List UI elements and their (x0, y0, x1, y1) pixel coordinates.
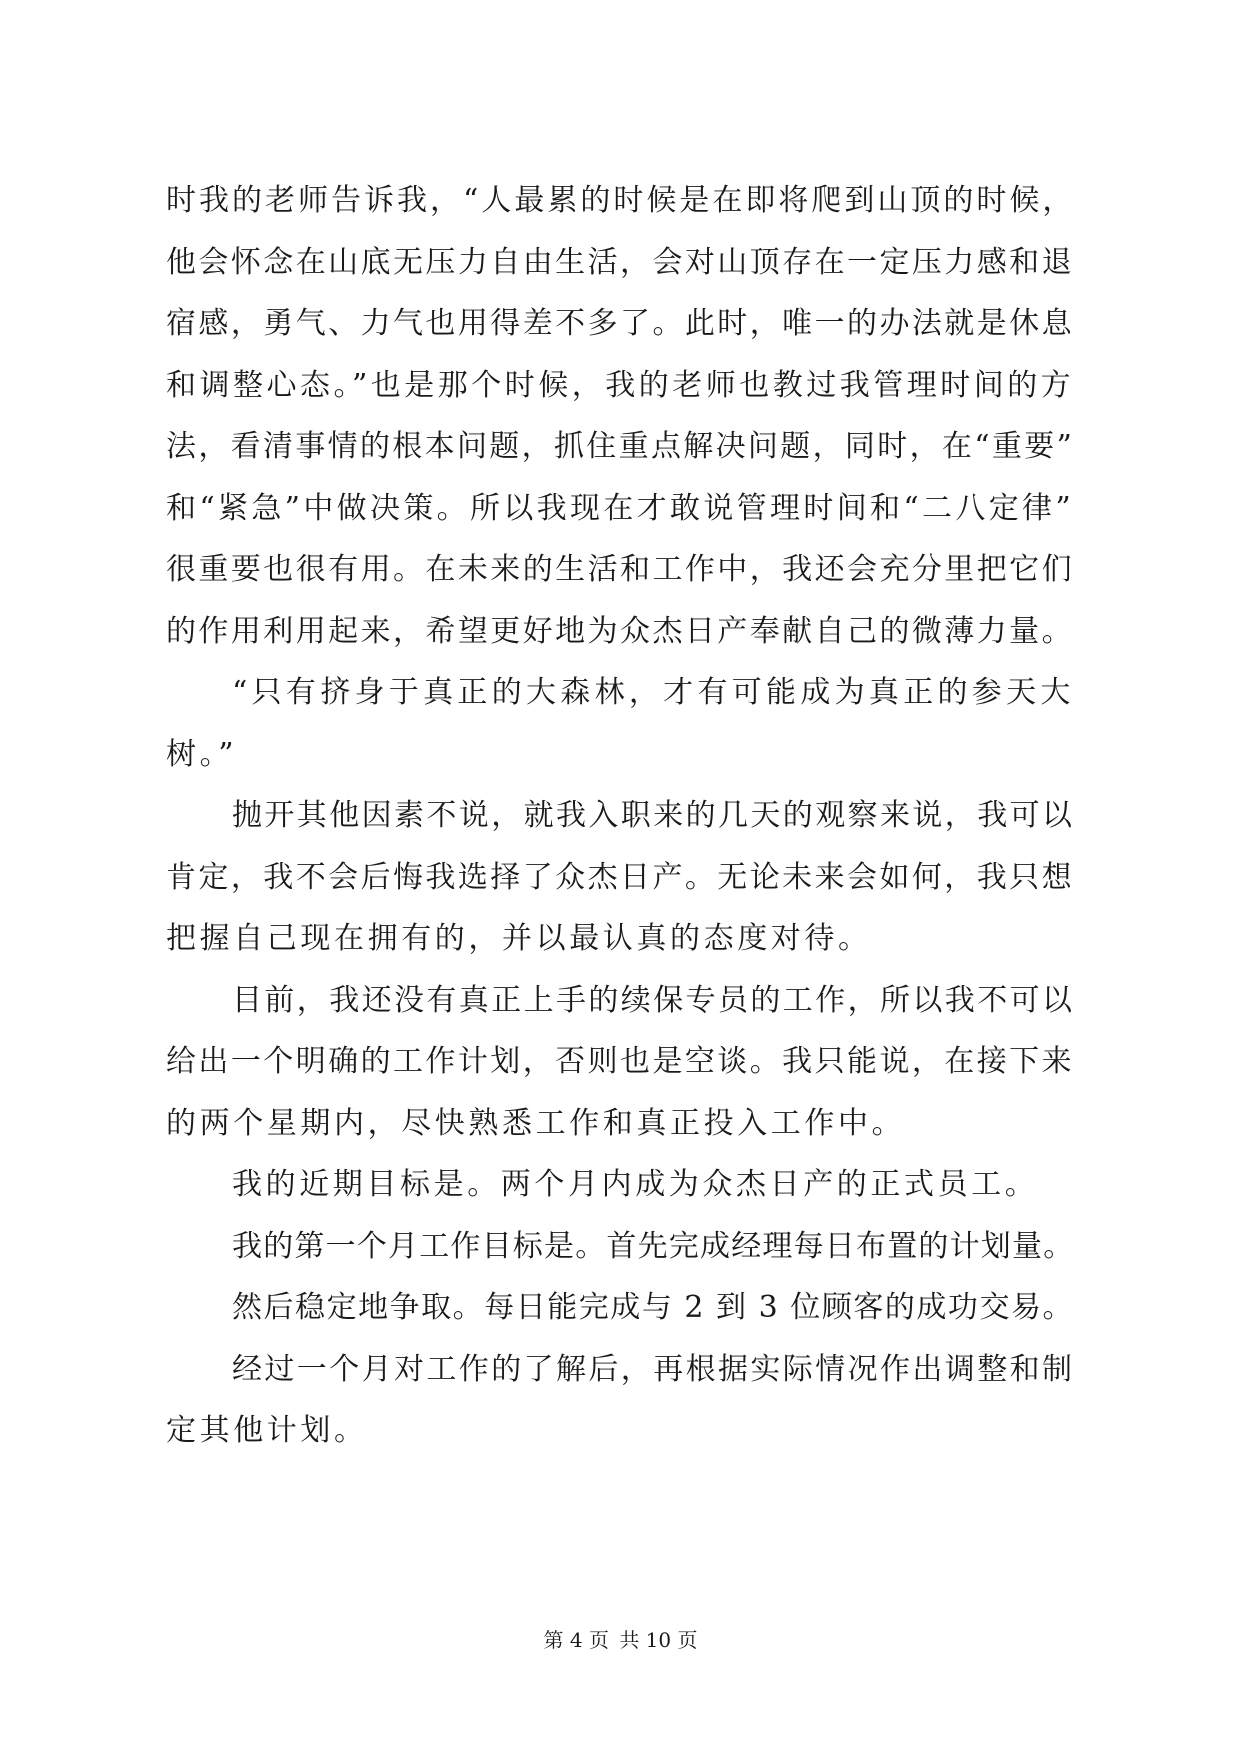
text-line: 我的第一个月工作目标是。首先完成经理每日布置的计划量。 (232, 1228, 1075, 1264)
text-line: 很重要也很有用。在未来的生活和工作中，我还会充分里把它们 (166, 552, 1074, 587)
text-line: “只有挤身于真正的大森林，才有可能成为真正的参天大 (232, 675, 1074, 710)
text-line: 时我的老师告诉我，“人最累的时候是在即将爬到山顶的时候， (166, 183, 1076, 218)
text-line: 经过一个月对工作的了解后，再根据实际情况作出调整和制 (232, 1351, 1075, 1387)
text-line: 和“紧急”中做决策。所以我现在才敢说管理时间和“二八定律” (166, 490, 1074, 526)
text-line: 和调整心态。”也是那个时候，我的老师也教过我管理时间的方 (166, 367, 1074, 403)
text-line: 法，看清事情的根本问题，抓住重点解决问题，同时，在“重要” (166, 429, 1074, 464)
page-number: 第 4 页 (543, 1628, 609, 1652)
text-line: 目前，我还没有真正上手的续保专员的工作，所以我不可以 (232, 982, 1075, 1018)
page-total: 共 10 页 (619, 1628, 698, 1652)
document-body (166, 170, 1074, 1462)
page-footer (0, 1624, 1241, 1653)
text-line: 抛开其他因素不说，就我入职来的几天的观察来说，我可以 (232, 798, 1075, 833)
text-line: 然后稳定地争取。每日能完成与 2 到 3 位顾客的成功交易。 (232, 1290, 1074, 1325)
text-line: 定其他计划。 (166, 1413, 368, 1448)
text-line: 把握自己现在拥有的，并以最认真的态度对待。 (166, 921, 872, 956)
text-line: 的作用利用起来，希望更好地为众杰日产奉献自己的微薄力量。 (166, 613, 1074, 649)
text-line: 的两个星期内，尽快熟悉工作和真正投入工作中。 (166, 1105, 906, 1141)
text-line: 肯定，我不会后悔我选择了众杰日产。无论未来会如何，我只想 (166, 859, 1074, 895)
text-line: 我的近期目标是。两个月内成为众杰日产的正式员工。 (232, 1167, 1039, 1202)
text-line: 给出一个明确的工作计划，否则也是空谈。我只能说，在接下来 (166, 1044, 1074, 1079)
text-line: 宿感，勇气、力气也用得差不多了。此时，唯一的办法就是休息 (166, 306, 1074, 341)
text-line: 他会怀念在山底无压力自由生活，会对山顶存在一定压力感和退 (166, 244, 1074, 280)
text-line: 树。” (166, 736, 238, 772)
